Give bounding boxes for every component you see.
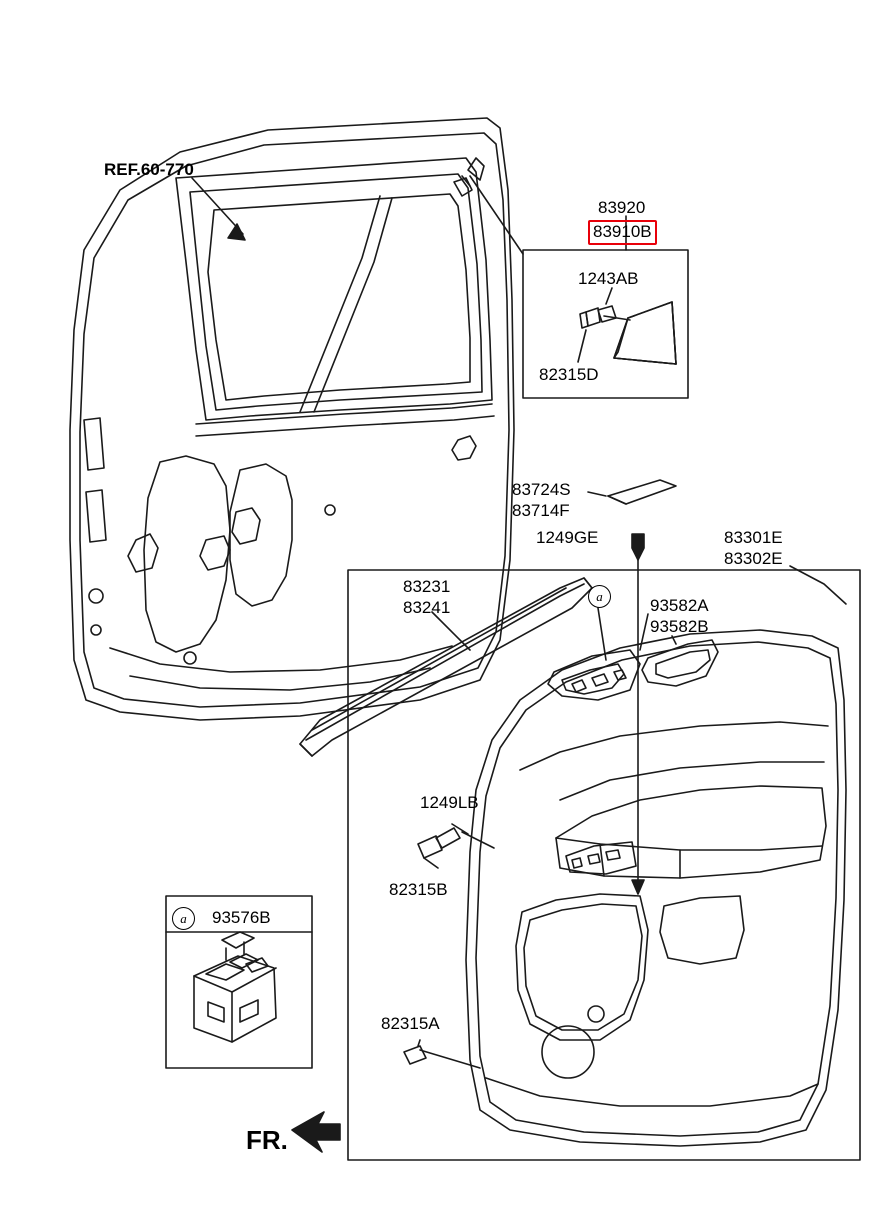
label-part-83241: 83241	[403, 598, 451, 617]
inset-box-door-trim	[348, 570, 860, 1160]
label-part-82315D: 82315D	[539, 365, 599, 384]
label-part-93576B: 93576B	[212, 908, 271, 927]
label-part-83302E: 83302E	[724, 549, 783, 568]
label-part-83724S: 83724S	[512, 480, 571, 499]
label-part-93582B: 93582B	[650, 617, 709, 636]
circle-ref-a-main: a	[588, 585, 611, 608]
label-part-83301E: 83301E	[724, 528, 783, 547]
door-trim-panel	[466, 630, 846, 1146]
label-front-direction: FR.	[246, 1125, 288, 1155]
label-part-83920: 83920	[598, 198, 646, 217]
label-part-1249LB: 1249LB	[420, 793, 479, 812]
label-part-1249GE: 1249GE	[536, 528, 599, 547]
front-direction-arrow	[292, 1112, 340, 1152]
label-part-83910B-highlighted: 83910B	[588, 220, 657, 245]
label-part-1243AB: 1243AB	[578, 269, 639, 288]
leader-door-to-garnish	[470, 176, 523, 254]
circle-ref-a-inset: a	[172, 907, 195, 930]
label-part-83714F: 83714F	[512, 501, 570, 520]
label-ref-60-770: REF.60-770	[104, 160, 194, 179]
label-part-82315B: 82315B	[389, 880, 448, 899]
label-part-82315A: 82315A	[381, 1014, 440, 1033]
label-part-93582A: 93582A	[650, 596, 709, 615]
power-window-switch-bezel-2	[642, 640, 718, 686]
rear-door-panel-outline	[70, 118, 514, 720]
label-part-83231: 83231	[403, 577, 451, 596]
